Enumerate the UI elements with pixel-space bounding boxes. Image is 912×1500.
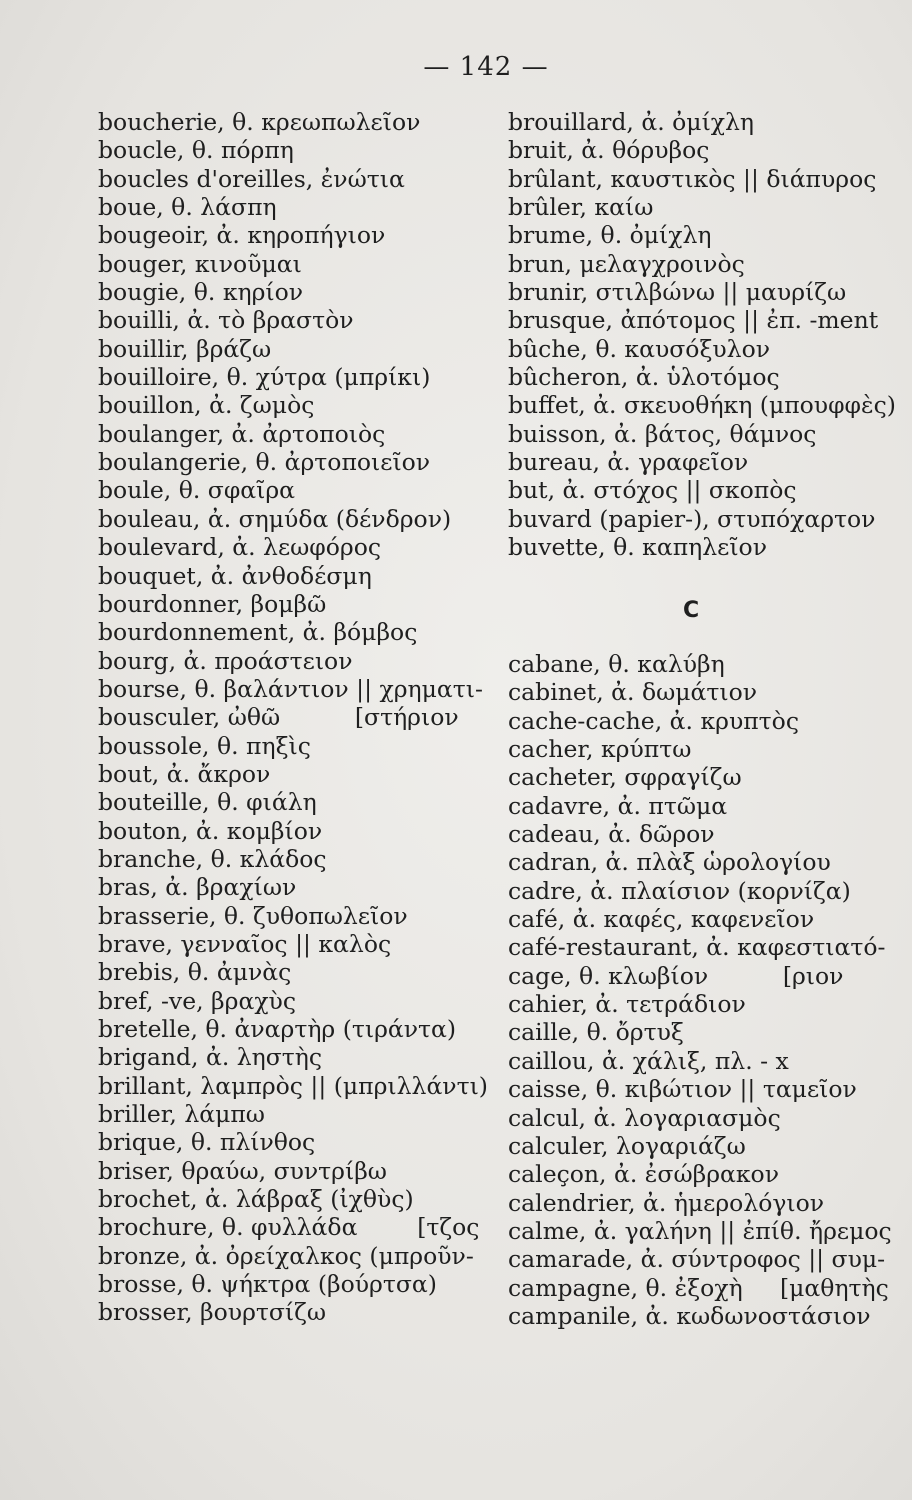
dictionary-entry: boule, θ. σφαῖρα (98, 476, 296, 505)
dictionary-entry: brique, θ. πλίνθος (98, 1128, 316, 1157)
dictionary-entry: boulevard, ἀ. λεωφόρος (98, 533, 382, 562)
dictionary-entry: bras, ἀ. βραχίων (98, 873, 297, 902)
dictionary-entry: cadeau, ἀ. δῶρον (508, 820, 715, 849)
right-column (508, 108, 898, 562)
dictionary-entry: buvard (papier-), στυπόχαρτον (508, 504, 876, 533)
dictionary-entry: cacheter, σφραγίζω (508, 763, 742, 792)
dictionary-entry: boulangerie, θ. ἀρτοποιεῖον (98, 448, 431, 477)
dictionary-entry: bourg, ἀ. προάστειον (98, 646, 353, 675)
dictionary-entry: brigand, ἀ. ληστὴς (98, 1043, 323, 1072)
dictionary-entry: calendrier, ἀ. ἡμερολόγιον (508, 1188, 825, 1217)
dictionary-entry: calcul, ἀ. λογαριασμὸς (508, 1103, 781, 1132)
section-letter: C (683, 598, 700, 623)
dictionary-entry: brun, μελαγχροινὸς (508, 249, 745, 278)
dictionary-entry: bruit, ἀ. θόρυβος (508, 136, 710, 165)
dictionary-entry: cadre, ἀ. πλαίσιον (κορνίζα) (508, 876, 851, 905)
dictionary-entry: boucherie, θ. κρεωπωλεῖον (98, 108, 421, 136)
dictionary-entry: buffet, ἀ. σκευοθήκη (μπουφφὲς) (508, 391, 896, 420)
dictionary-entry: brouillard, ἀ. ὀμίχλη (508, 108, 754, 136)
dictionary-entry: briller, λάμπω (98, 1100, 265, 1129)
dictionary-entry: brillant, λαμπρὸς || (μπριλλάντι) (98, 1071, 488, 1100)
dictionary-entry: brûlant, καυστικὸς || διάπυρος (508, 164, 877, 193)
dictionary-entry: but, ἀ. στόχος || σκοπὸς (508, 476, 797, 505)
dictionary-entry: brebis, θ. ἀμνὰς (98, 958, 292, 987)
dictionary-entry: bronze, ἀ. ὀρείχαλκος (μπροῦν- (98, 1241, 474, 1270)
dictionary-entry: cadavre, ἀ. πτῶμα (508, 791, 728, 820)
dictionary-entry: boue, θ. λάσπη (98, 193, 277, 222)
dictionary-entry: brochure, θ. φυλλάδα [τζος (98, 1213, 480, 1242)
dictionary-entry: bout, ἀ. ἄκρον (98, 759, 271, 788)
dictionary-entry: boussole, θ. πηξὶς (98, 731, 311, 760)
dictionary-entry: campagne, θ. ἐξοχὴ [μαθητὴς (508, 1273, 889, 1302)
dictionary-entry: cadran, ἀ. πλὰξ ὡρολογίου (508, 848, 831, 877)
dictionary-entry: buvette, θ. καπηλεῖον (508, 533, 767, 562)
dictionary-entry: cahier, ἀ. τετράδιον (508, 990, 746, 1019)
dictionary-entry: bûche, θ. καυσόξυλον (508, 334, 770, 363)
page-number: — 142 — (423, 52, 549, 82)
dictionary-entry: bouilloire, θ. χύτρα (μπρίκι) (98, 363, 431, 392)
dictionary-entry: bouilli, ἀ. τὸ βραστὸν (98, 306, 354, 335)
dictionary-entry: brochet, ἀ. λάβραξ (ἰχθὺς) (98, 1185, 414, 1214)
dictionary-entry: bougie, θ. κηρίον (98, 278, 304, 307)
dictionary-entry: bouquet, ἀ. ἀνθοδέσμη (98, 561, 372, 590)
dictionary-entry: bouillon, ἀ. ζωμὸς (98, 391, 315, 420)
dictionary-entry: boucles d'oreilles, ἐνώτια (98, 164, 405, 193)
left-column (98, 108, 488, 1327)
dictionary-entry: campanile, ἀ. κωδωνοστάσιον (508, 1301, 871, 1330)
dictionary-entry: bouleau, ἀ. σημύδα (δένδρον) (98, 504, 452, 533)
dictionary-entry: bureau, ἀ. γραφεῖον (508, 448, 749, 477)
dictionary-entry: bourdonner, βομβῶ (98, 589, 327, 618)
dictionary-entry: boucle, θ. πόρπη (98, 136, 294, 165)
dictionary-entry: brunir, στιλβώνω || μαυρίζω (508, 278, 847, 307)
dictionary-entry: brusque, ἀπότομος || ἐπ. -ment (508, 306, 879, 335)
dictionary-entry: cabane, θ. καλύβη (508, 650, 725, 678)
dictionary-entry: caleçon, ἀ. ἐσώβρακον (508, 1160, 779, 1189)
dictionary-entry: cabinet, ἀ. δωμάτιον (508, 678, 758, 707)
dictionary-entry: bretelle, θ. ἀναρτὴρ (τιράντα) (98, 1015, 457, 1043)
dictionary-entry: caille, θ. ὄρτυξ (508, 1018, 684, 1047)
dictionary-entry: camarade, ἀ. σύντροφος || συμ- (508, 1245, 886, 1274)
dictionary-entry: café-restaurant, ἀ. καφεστιατό- (508, 933, 886, 962)
dictionary-entry: brosse, θ. ψήκτρα (βούρτσα) (98, 1270, 437, 1299)
dictionary-entry: bouillir, βράζω (98, 334, 272, 363)
dictionary-entry: brave, γενναῖος || καλὸς (98, 929, 392, 958)
dictionary-entry: brosser, βουρτσίζω (98, 1298, 327, 1327)
dictionary-entry: bûcheron, ἀ. ὑλοτόμος (508, 363, 780, 392)
dictionary-entry: bourse, θ. βαλάντιον || χρηματι- (98, 674, 483, 703)
dictionary-entry: cacher, κρύπτω (508, 735, 692, 764)
dictionary-entry: brume, θ. ὀμίχλη (508, 221, 712, 250)
dictionary-entry: bougeoir, ἀ. κηροπήγιον (98, 221, 386, 250)
dictionary-entry: bourdonnement, ἀ. βόμβος (98, 618, 418, 647)
dictionary-entry: brûler, καίω (508, 193, 654, 222)
right-column-c-section (508, 650, 898, 1330)
dictionary-entry: bref, -ve, βραχὺς (98, 986, 297, 1015)
dictionary-entry: bouteille, θ. φιάλη (98, 788, 317, 817)
dictionary-entry: cache-cache, ἀ. κρυπτὸς (508, 706, 799, 735)
dictionary-entry: cage, θ. κλωβίον [ριον (508, 961, 844, 990)
dictionary-entry: boulanger, ἀ. ἀρτοποιὸς (98, 419, 386, 448)
dictionary-entry: bouger, κινοῦμαι (98, 249, 302, 278)
dictionary-entry: briser, θραύω, συντρίβω (98, 1156, 387, 1185)
dictionary-entry: branche, θ. κλάδος (98, 844, 327, 873)
dictionary-entry: calculer, λογαριάζω (508, 1131, 746, 1160)
dictionary-entry: calme, ἀ. γαλήνη || ἐπίθ. ἤρεμος (508, 1216, 892, 1245)
dictionary-entry: caisse, θ. κιβώτιον || ταμεῖον (508, 1075, 857, 1104)
dictionary-entry: buisson, ἀ. βάτος, θάμνος (508, 419, 817, 448)
dictionary-entry: brasserie, θ. ζυθοπωλεῖον (98, 901, 408, 930)
dictionary-entry: bouton, ἀ. κομβίον (98, 816, 323, 845)
dictionary-entry: caillou, ἀ. χάλιξ, πλ. - x (508, 1046, 789, 1075)
dictionary-entry: bousculer, ὠθῶ [στήριον (98, 703, 459, 732)
dictionary-entry: café, ἀ. καφές, καφενεῖον (508, 905, 815, 934)
